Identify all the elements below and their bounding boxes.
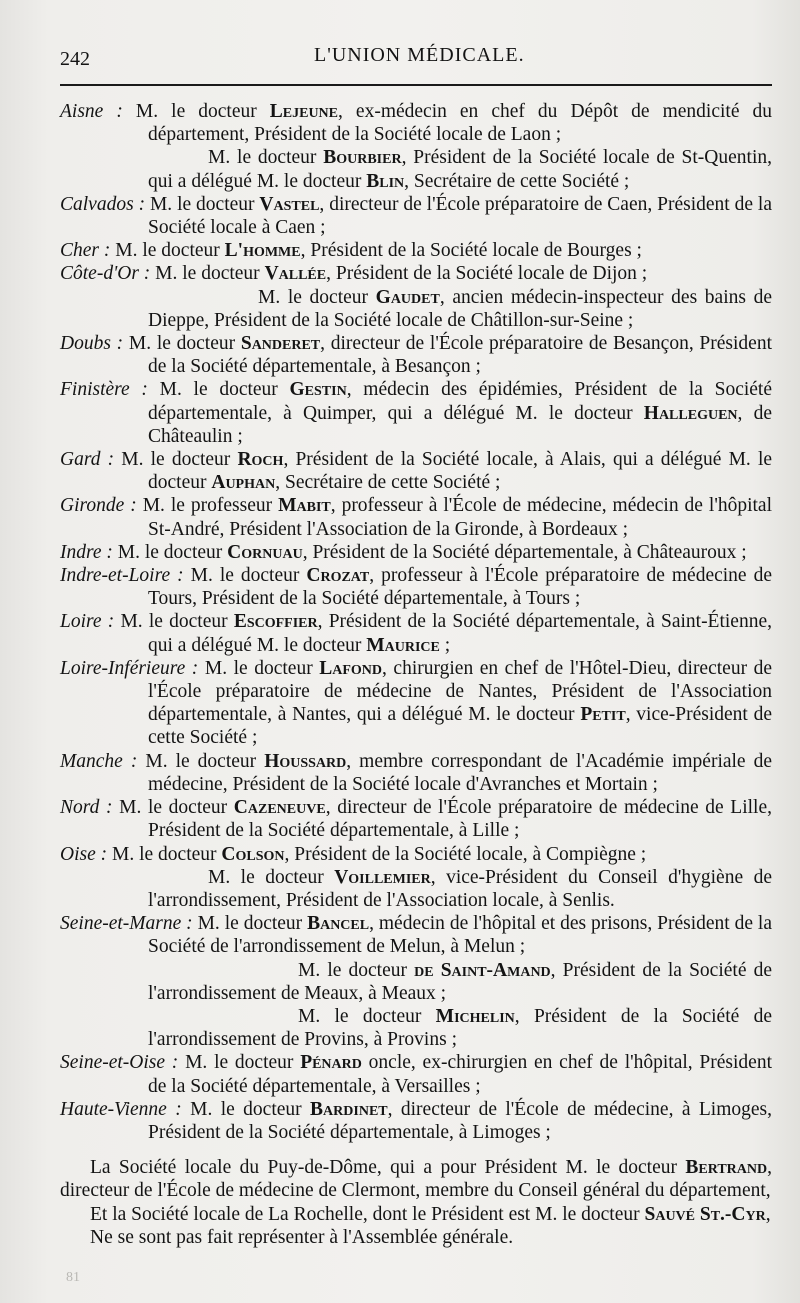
journal-title: L'UNION MÉDICALE. bbox=[314, 44, 525, 66]
delegate-entry bbox=[60, 541, 772, 564]
delegate-entry bbox=[60, 1051, 772, 1097]
header-rule bbox=[60, 84, 772, 86]
entry-text: M. le docteur bbox=[117, 541, 228, 563]
entry-text: oncle, ex-chirurgien en chef de l'hôpital, Président de la Société départementale, à Versailles ; bbox=[148, 1052, 773, 1097]
entry-text: M. le docteur bbox=[185, 1052, 301, 1074]
entry-text: , de Châteaulin ; bbox=[148, 402, 773, 447]
entry-text: , Président de la Société départementale, à Châteauroux ; bbox=[302, 541, 747, 563]
person-name: Bourbier bbox=[323, 147, 402, 169]
delegate-entry bbox=[60, 866, 772, 912]
entry-text: , Président de la Société de l'arrondissement de Provins, à Provins ; bbox=[148, 1005, 772, 1051]
delegate-entry bbox=[60, 750, 772, 796]
entry-text: , Secrétaire de cette Société ; bbox=[404, 170, 630, 192]
person-name: Michelin bbox=[435, 1005, 515, 1027]
entry-text: M. le professeur bbox=[142, 495, 279, 517]
closing-paragraph bbox=[60, 1203, 772, 1226]
running-head bbox=[60, 40, 772, 70]
entry-text: M. le docteur bbox=[120, 611, 234, 633]
entry-text: Et la Société locale de La Rochelle, dont le Président est M. le docteur bbox=[90, 1203, 645, 1225]
entry-text: M. le docteur bbox=[112, 843, 222, 865]
person-name: Auphan bbox=[211, 472, 276, 494]
entry-text: M. le docteur bbox=[204, 657, 320, 679]
delegate-entry bbox=[60, 286, 772, 332]
department-name: Loire : bbox=[60, 611, 115, 633]
entry-text: M. le docteur bbox=[115, 240, 225, 262]
department-name: Seine-et-Marne : bbox=[60, 913, 193, 935]
entry-text: , membre correspondant de l'Académie impériale de médecine, Président de la Société locale d'Avranches et Mortain ; bbox=[148, 750, 773, 795]
department-name: Oise : bbox=[60, 843, 108, 865]
person-name: Escoffier bbox=[233, 611, 318, 633]
entry-text: , ancien médecin-inspecteur des bains de Dieppe, Président de la Société locale de Châtillon-sur-Seine ; bbox=[148, 286, 772, 331]
person-name: de Saint-Amand bbox=[414, 959, 551, 981]
person-name: Vastel bbox=[259, 193, 320, 215]
person-name: L'homme bbox=[224, 240, 301, 262]
delegate-entry bbox=[60, 239, 772, 262]
delegate-entry bbox=[60, 378, 772, 448]
person-name: Cazeneuve bbox=[233, 797, 326, 819]
delegate-entry bbox=[60, 494, 772, 540]
entry-text: , Président de la Société départementale, à Saint-Étienne, qui a délégué M. le docteur bbox=[148, 611, 772, 656]
entry-text: , médecin des épidémies, Président de la Société départementale, à Quimper, qui a délégué M. le docteur bbox=[148, 379, 773, 424]
delegate-entry bbox=[60, 564, 772, 610]
department-name: Gironde : bbox=[60, 495, 137, 517]
delegate-entry bbox=[60, 912, 772, 958]
entry-text: , Président de la Société locale de Dijon ; bbox=[326, 263, 648, 285]
delegate-entry bbox=[60, 1005, 772, 1051]
entry-text: , directeur de l'École préparatoire de Caen, Président de la Société locale à Caen ; bbox=[148, 193, 772, 239]
entry-text: , directeur de l'École de médecine, à Limoges, Président de la Société départementale, à Limoges ; bbox=[148, 1098, 772, 1143]
person-name: Blin bbox=[366, 170, 405, 192]
entry-text: , Président de la Société locale, à Compiègne ; bbox=[284, 843, 647, 865]
entry-text: M. le docteur bbox=[121, 449, 238, 471]
entry-text: M. le docteur bbox=[197, 913, 308, 935]
person-name: Gaudet bbox=[375, 286, 440, 308]
entry-text: , chirurgien en chef de l'Hôtel-Dieu, directeur de l'École préparatoire de médecine de Nantes, Président de l'Association départementale, à Nantes, qui a délégué M. le docteur bbox=[148, 657, 773, 726]
person-name: Bertrand bbox=[685, 1157, 768, 1179]
delegate-list bbox=[60, 100, 772, 1144]
person-name: Bancel bbox=[307, 913, 370, 935]
entry-text: M. le docteur bbox=[190, 1098, 311, 1120]
delegate-entry bbox=[60, 843, 772, 866]
person-name: Roch bbox=[237, 449, 284, 471]
person-name: Sanderet bbox=[240, 333, 321, 355]
delegate-entry bbox=[60, 610, 772, 656]
person-name: Cornuau bbox=[227, 541, 303, 563]
department-name: Loire-Inférieure : bbox=[60, 657, 199, 679]
entry-text: M. le docteur bbox=[159, 379, 290, 401]
entry-text: , vice-Président de cette Société ; bbox=[148, 704, 772, 749]
person-name: Mabit bbox=[278, 495, 331, 517]
entry-text: , Président de la Société locale, à Alais, qui a délégué M. le docteur bbox=[148, 449, 773, 494]
person-name: Maurice bbox=[366, 634, 440, 656]
department-name: Côte-d'Or : bbox=[60, 263, 151, 285]
delegate-entry bbox=[60, 193, 772, 239]
person-name: Vallée bbox=[264, 263, 327, 285]
entry-text: , Président de la Société locale de St-Quentin, qui a délégué M. le docteur bbox=[148, 147, 772, 192]
entry-text: M. le docteur bbox=[190, 565, 307, 587]
person-name: Pénard bbox=[300, 1052, 362, 1074]
closing-paragraph bbox=[60, 1226, 772, 1249]
department-name: Haute-Vienne : bbox=[60, 1098, 182, 1120]
entry-text: , directeur de l'École préparatoire de Besançon, Président de la Société départementale, à Besançon ; bbox=[148, 333, 772, 378]
person-name: Petit bbox=[580, 704, 626, 726]
page-number: 242 bbox=[60, 48, 90, 70]
delegate-entry bbox=[60, 1098, 772, 1144]
entry-text: , ex-médecin en chef du Dépôt de mendicité du département, Président de la Société locale de Laon ; bbox=[148, 101, 773, 146]
person-name: Halleguen bbox=[643, 402, 738, 424]
person-name: Gestin bbox=[289, 379, 347, 401]
department-name: Aisne : bbox=[60, 101, 123, 122]
department-name: Cher : bbox=[60, 240, 111, 262]
entry-text: , directeur de l'École de médecine de Clermont, membre du Conseil général du département, bbox=[60, 1157, 772, 1202]
entry-text: M. le docteur bbox=[119, 797, 234, 819]
entry-text: M. le docteur bbox=[135, 101, 270, 122]
department-name: Seine-et-Oise : bbox=[60, 1052, 179, 1074]
entry-text: , bbox=[765, 1203, 771, 1225]
department-name: Gard : bbox=[60, 449, 115, 471]
entry-text: , directeur de l'École préparatoire de médecine de Lille, Président de la Société départementale, à Lille ; bbox=[148, 797, 773, 842]
department-name: Indre : bbox=[60, 541, 113, 563]
entry-text: M. le docteur bbox=[298, 1005, 436, 1027]
entry-text: , Président de la Société de l'arrondissement de Meaux, à Meaux ; bbox=[148, 959, 772, 1004]
entry-text: M. le docteur bbox=[298, 959, 415, 981]
delegate-entry bbox=[60, 146, 772, 192]
department-name: Calvados : bbox=[60, 193, 146, 215]
entry-text: , Secrétaire de cette Société ; bbox=[275, 472, 501, 494]
department-name: Nord : bbox=[60, 797, 113, 819]
person-name: Sauvé St.-Cyr bbox=[644, 1203, 766, 1225]
delegate-entry bbox=[60, 262, 772, 285]
person-name: Crozat bbox=[306, 565, 370, 587]
delegate-entry bbox=[60, 448, 772, 494]
entry-text: M. le docteur bbox=[155, 263, 265, 285]
person-name: Colson bbox=[221, 843, 285, 865]
entry-text: M. le docteur bbox=[208, 147, 324, 169]
department-name: Indre-et-Loire : bbox=[60, 565, 184, 587]
entry-text: M. le docteur bbox=[128, 333, 241, 355]
person-name: Bardinet bbox=[310, 1098, 388, 1120]
entry-text: M. le docteur bbox=[149, 193, 260, 215]
entry-text: , professeur à l'École de médecine, médecin de l'hôpital St-André, Président l'Association de la Gironde, à Bordeaux ; bbox=[148, 495, 773, 540]
person-name: Lejeune bbox=[269, 101, 339, 122]
entry-text: M. le docteur bbox=[258, 286, 376, 308]
entry-text: M. le docteur bbox=[145, 750, 265, 772]
closing-paragraphs bbox=[60, 1156, 772, 1249]
entry-text: ; bbox=[439, 634, 451, 656]
delegate-entry bbox=[60, 332, 772, 378]
entry-text: La Société locale du Puy-de-Dôme, qui a pour Président M. le docteur bbox=[90, 1157, 686, 1179]
delegate-entry bbox=[60, 657, 772, 750]
person-name: Lafond bbox=[319, 657, 383, 679]
delegate-entry bbox=[60, 796, 772, 842]
footer-mark: 81 bbox=[66, 1270, 80, 1285]
entry-text: , vice-Président du Conseil d'hygiène de l'arrondissement, Président de l'Association locale, à Senlis. bbox=[148, 866, 772, 911]
delegate-entry bbox=[60, 100, 772, 146]
department-name: Finistère : bbox=[60, 379, 148, 401]
entry-text: , médecin de l'hôpital et des prisons, Président de la Société de l'arrondissement de Melun, à Melun ; bbox=[148, 913, 772, 958]
entry-text: , Président de la Société locale de Bourges ; bbox=[300, 240, 642, 262]
closing-paragraph bbox=[60, 1156, 772, 1202]
department-name: Doubs : bbox=[60, 333, 124, 355]
entry-text: Ne se sont pas fait représenter à l'Assemblée générale. bbox=[90, 1226, 514, 1248]
entry-text: , professeur à l'École préparatoire de médecine de Tours, Président de la Société départementale, à Tours ; bbox=[148, 565, 772, 610]
department-name: Manche : bbox=[60, 750, 138, 772]
person-name: Voillemier bbox=[334, 866, 431, 888]
delegate-entry bbox=[60, 959, 772, 1005]
entry-text: M. le docteur bbox=[208, 866, 335, 888]
person-name: Houssard bbox=[264, 750, 347, 772]
